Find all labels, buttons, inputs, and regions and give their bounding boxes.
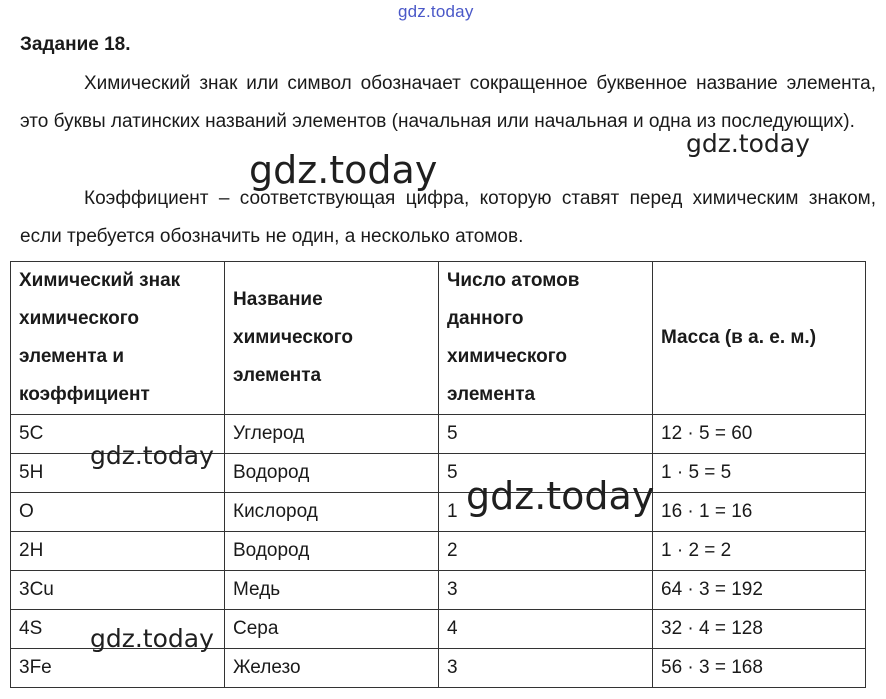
cell-symbol: 3Fe (11, 649, 225, 688)
cell-mass: 1 · 2 = 2 (653, 532, 866, 571)
cell-name: Медь (225, 571, 439, 610)
cell-mass: 32 · 4 = 128 (653, 610, 866, 649)
cell-name: Углерод (225, 415, 439, 454)
header-atom-count: Число атомов данного химического элемента (439, 262, 653, 415)
cell-count: 2 (439, 532, 653, 571)
cell-name: Сера (225, 610, 439, 649)
cell-count: 5 (439, 454, 653, 493)
header-mass: Масса (в а. е. м.) (653, 262, 866, 415)
cell-count: 3 (439, 571, 653, 610)
header-symbol-coefficient: Химический знак химического элемента и коэффициент (11, 262, 225, 415)
cell-symbol: 5C (11, 415, 225, 454)
table-row (11, 493, 866, 532)
table-row (11, 571, 866, 610)
cell-count: 1 (439, 493, 653, 532)
cell-count: 5 (439, 415, 653, 454)
watermark: gdz.today (466, 474, 655, 518)
table-row (11, 532, 866, 571)
table-row (11, 649, 866, 688)
cell-name: Железо (225, 649, 439, 688)
watermark: gdz.today (249, 148, 438, 192)
cell-mass: 16 · 1 = 16 (653, 493, 866, 532)
watermark: gdz.today (90, 624, 214, 653)
cell-symbol: 5H (11, 454, 225, 493)
cell-mass: 56 · 3 = 168 (653, 649, 866, 688)
cell-count: 3 (439, 649, 653, 688)
paragraph-symbol-text: Химический знак или символ обозначает сокращенное буквенное название элемента, это буквы латинских названий элементов (начальная или начальная и одна из последующих). (20, 73, 876, 132)
watermark: gdz.today (686, 129, 810, 158)
paragraph-coefficient-definition (20, 180, 876, 256)
header-element-name: Название химического элемента (225, 262, 439, 415)
cell-name: Водород (225, 532, 439, 571)
paragraph-coefficient-text: Коэффициент – соответствующая цифра, которую ставят перед химическим знаком, если требуется обозначить не один, а несколько атомов. (20, 188, 876, 247)
cell-mass: 64 · 3 = 192 (653, 571, 866, 610)
cell-count: 4 (439, 610, 653, 649)
cell-symbol: 3Cu (11, 571, 225, 610)
task-title: Задание 18. (20, 34, 131, 55)
cell-symbol: 4S (11, 610, 225, 649)
cell-symbol: 2H (11, 532, 225, 571)
cell-symbol: O (11, 493, 225, 532)
watermark: gdz.today (90, 441, 214, 470)
watermark-top: gdz.today (398, 2, 474, 21)
cell-mass: 12 · 5 = 60 (653, 415, 866, 454)
cell-name: Водород (225, 454, 439, 493)
cell-name: Кислород (225, 493, 439, 532)
table-header-row (11, 262, 866, 415)
cell-mass: 1 · 5 = 5 (653, 454, 866, 493)
